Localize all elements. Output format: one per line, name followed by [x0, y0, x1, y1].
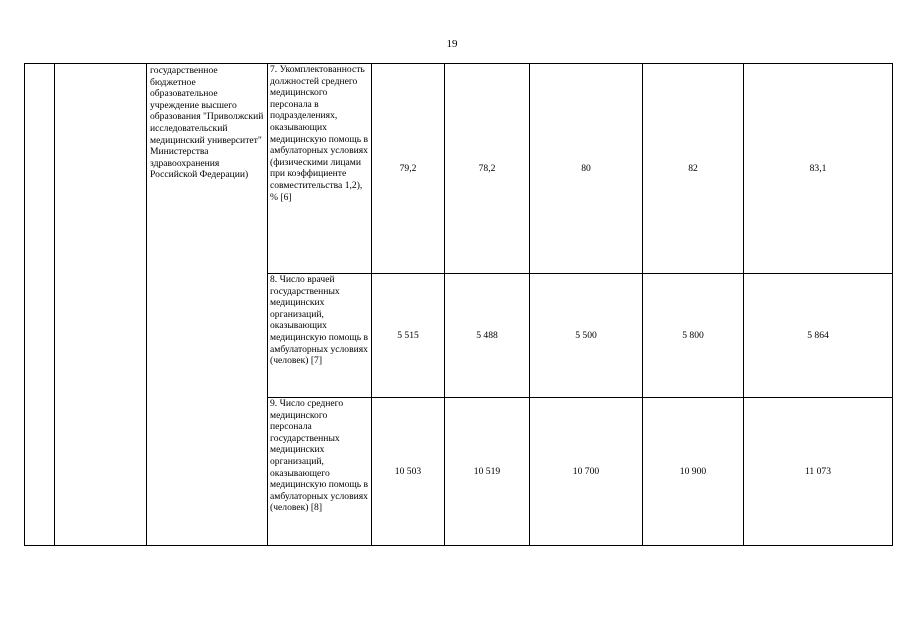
- value-cell: 10 900: [643, 398, 744, 546]
- indicator-cell: 8. Число врачей государственных медицинских организаций, оказывающих медицинскую помощь в амбулаторных условиях (человек) [7]: [268, 274, 372, 398]
- value-cell: 11 073: [744, 398, 893, 546]
- value-cell: 5 500: [530, 274, 643, 398]
- value-cell: 82: [643, 64, 744, 274]
- value-cell: 10 503: [372, 398, 445, 546]
- value-cell: 5 515: [372, 274, 445, 398]
- value-cell: 5 488: [445, 274, 530, 398]
- page-number: 19: [446, 38, 458, 50]
- value-cell: 83,1: [744, 64, 893, 274]
- empty-cell-2: [55, 64, 147, 546]
- value-cell: 78,2: [445, 64, 530, 274]
- table-row: [25, 64, 893, 274]
- value-cell: 80: [530, 64, 643, 274]
- organization-cell: государственное бюджетное образовательное учреждение высшего образования "Приволжский исследовательский медицинский университет" Министерства здравоохранения Российской Федерации): [147, 64, 268, 546]
- value-cell: 10 519: [445, 398, 530, 546]
- indicators-table: [24, 63, 893, 546]
- value-cell: 10 700: [530, 398, 643, 546]
- value-cell: 5 864: [744, 274, 893, 398]
- value-cell: 5 800: [643, 274, 744, 398]
- indicator-cell: 9. Число среднего медицинского персонала государственных медицинских организаций, оказывающего медицинскую помощь в амбулаторных условиях (человек) [8]: [268, 398, 372, 546]
- empty-cell-1: [25, 64, 55, 546]
- value-cell: 79,2: [372, 64, 445, 274]
- indicator-cell: 7. Укомплектованность должностей среднего медицинского персонала в подразделениях, оказывающих медицинскую помощь в амбулаторных условиях (физическими лицами при коэффициенте совместительства 1,2), % [6]: [268, 64, 372, 274]
